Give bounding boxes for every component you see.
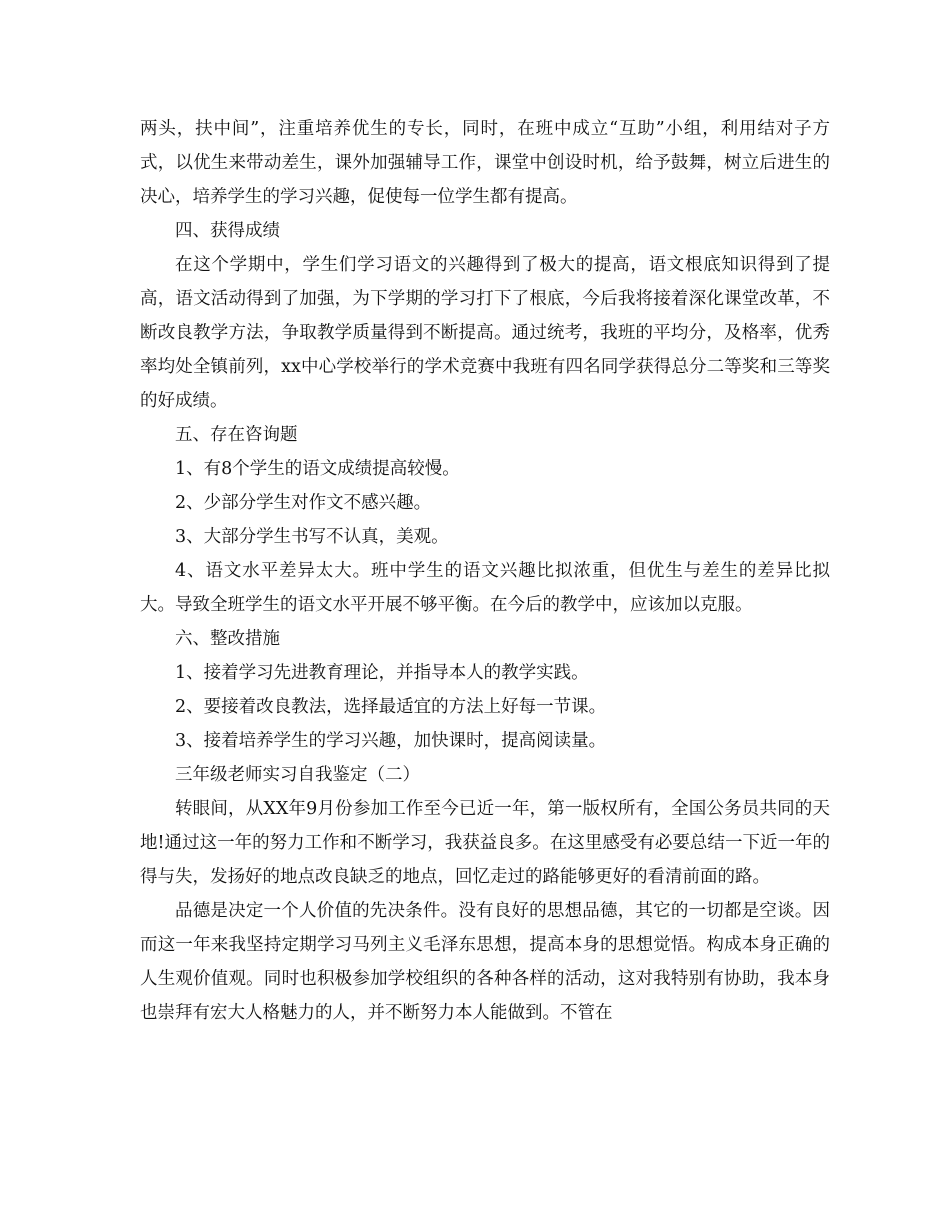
section-title-part-two: 三年级老师实习自我鉴定（二） <box>175 765 420 785</box>
paragraph-continuation: 两头，扶中间”，注重培养优生的专长，同时，在班中成立“互助”小组，利用结对子方式，以优生来带动差生，课外加强辅导工作，课堂中创设时机，给予鼓舞，树立后进生的决心，培养学生的学习兴趣，促使每一位学生都有提高。 <box>140 119 830 207</box>
problem-item-3: 3、大部分学生书写不认真，美观。 <box>175 527 449 547</box>
heading-measures: 六、整改措施 <box>175 629 280 649</box>
measure-item-3: 3、接着培养学生的学习兴趣，加快课时，提高阅读量。 <box>175 731 607 751</box>
document-body <box>140 112 830 1030</box>
measure-item-1: 1、接着学习先进教育理论，并指导本人的教学实践。 <box>175 663 589 683</box>
problem-item-4: 4、语文水平差异太大。班中学生的语文兴趣比拟浓重，但优生与差生的差异比拟大。导致全班学生的语文水平开展不够平衡。在今后的教学中，应该加以克服。 <box>140 561 830 615</box>
heading-problems: 五、存在咨询题 <box>175 425 298 445</box>
paragraph-achievements: 在这个学期中，学生们学习语文的兴趣得到了极大的提高，语文根底知识得到了提高，语文活动得到了加强，为下学期的学习打下了根底，今后我将接着深化课堂改革，不断改良教学方法，争取教学质量得到不断提高。通过统考，我班的平均分，及格率，优秀率均处全镇前列，xx中心学校举行的学术竞赛中我班有四名同学获得总分二等奖和三等奖的好成绩。 <box>140 255 830 411</box>
problem-item-1: 1、有8个学生的语文成绩提高较慢。 <box>175 459 460 479</box>
measure-item-2: 2、要接着改良教法，选择最适宜的方法上好每一节课。 <box>175 697 607 717</box>
paragraph-intro-part-two: 转眼间，从XX年9月份参加工作至今已近一年，第一版权所有，全国公务员共同的天地!通过这一年的努力工作和不断学习，我获益良多。在这里感受有必要总结一下近一年的得与失，发扬好的地点改良缺乏的地点，回忆走过的路能够更好的看清前面的路。 <box>140 799 830 887</box>
heading-achievements: 四、获得成绩 <box>175 221 280 241</box>
problem-item-2: 2、少部分学生对作文不感兴趣。 <box>175 493 432 513</box>
paragraph-morality: 品德是决定一个人价值的先决条件。没有良好的思想品德，其它的一切都是空谈。因而这一年来我坚持定期学习马列主义毛泽东思想，提高本身的思想觉悟。构成本身正确的人生观价值观。同时也积极参加学校组织的各种各样的活动，这对我特别有协助，我本身也崇拜有宏大人格魅力的人，并不断努力本人能做到。不管在 <box>140 901 830 1023</box>
